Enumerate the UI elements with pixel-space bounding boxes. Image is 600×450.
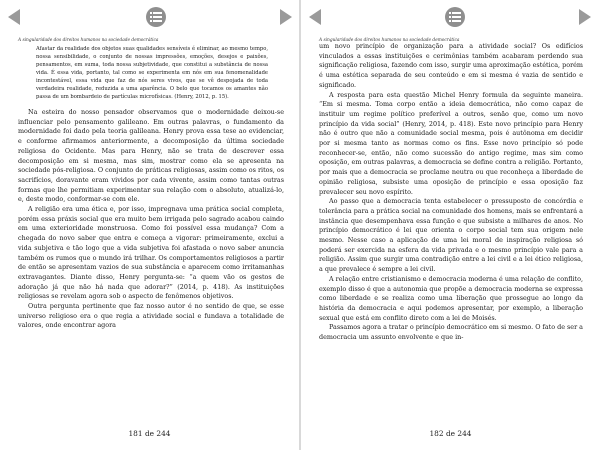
page-number: 181 de 244 [128, 429, 171, 438]
block-quote: Afastar da realidade dos objetos suas qualidades sensíveis é eliminar, ao mesmo tempo, nossa sensibilidade, o conjunto de nossas impressões, emoções, desejos e paixões, pensamentos, em suma, toda nossa subjetividade, que constitui a substância de nossa vida. É essa vida, portanto, tal como se experimenta em nós em sua fenomenalidade incontestável, essa vida que faz de nós seres vivos, que se vê despojada de toda verdadeira realidade, reduzida a uma aparência. O belo que tocamos os amantes não passa de um bombardeio de partículas microfísicas. (Henry, 2012, p. 15). [36, 46, 268, 100]
paragraph: A religião era uma ética e, por isso, impregnava uma prática social completa, porém essa práxis social que era muito bem irrigada pelo sagrado acabou caindo em uma exterioridade monstruosa. Como foi possível essa mudança? Com a chegada do novo saber que entra e começa a vigorar: primeiramente, exclui a vida subjetiva e tão logo que a vida subjetiva foi afastada o novo saber anuncia também os rumos que o mundo irá trilhar. Os comportamentos religiosos a partir de então se apresentam vazios de sua substância e aparecem como irritamanhas extravagantes. Diante disso, Henry pergunta-se: “a quem vão os gestos de adoração já que não há nada que adorar?” (2014, p. 418). As instituições religiosas se revelam agora sob o aspecto de fenômenos objetivos. [18, 205, 284, 301]
paragraph: um novo princípio de organização para a atividade social? Os edifícios vinculados a essas instituições e cerimônias também acabaram perdendo sua significação religiosa, fazendo com isso, surgir uma aproximação estética, porém é uma estética separada de seu conteúdo e em si mesma é vazia de sentido e significado. [319, 42, 583, 89]
paragraph: A relação entre cristianismo e democracia moderna é uma relação de conflito, exemplo disso é que a autonomia que propõe a democracia moderna se expressa como liberdade e se realiza como uma liberação que prossegue ao longo da história da democracia e aqui podemos apresentar, por exemplo, a liberação sexual que está em conflito direto com a lei de Moisés. [319, 274, 583, 322]
next-page-icon[interactable] [280, 9, 292, 25]
previous-page-icon[interactable] [309, 9, 321, 25]
right-page-toolbar [301, 0, 600, 34]
paragraph: Passamos agora a tratar o princípio democrático em si mesmo. O fato de ser a democracia um assunto envolvente e que in- [319, 323, 583, 342]
next-page-icon[interactable] [579, 9, 591, 25]
paragraph: A resposta para esta questão Michel Henry formula da seguinte maneira. “Em si mesma. Toma corpo então a ideia democrática, não como capaz de instituir um regime político preferível a outros, senão que, como um novo princípio da vida social” (Henry, 2014, p. 418). Este novo princípio para Henry não é outro que não a comunidade social mesma, pois é autônoma em decidir por si mesma tanto as normas como os fins. Esse novo princípio só pode reconhecer-se, então, não como sucessão do antigo regime, mas sim como oposição, em outras palavras, a democracia se define contra a religião. Portanto, por mais que a democracia se proclame neutra ou que reconheça a liberdade de opinião religiosa, subsiste uma oposição de princípio e essa oposição faz prevalecer seu novo espírito. [319, 90, 583, 196]
paragraph: Outra pergunta pertinente que faz nosso autor é no sentido de que, se esse universo religioso era o que regia a atividade social e fundava a totalidade de valores, onde encontrar agora [18, 302, 284, 330]
page-number: 182 de 244 [429, 429, 472, 438]
table-of-contents-icon[interactable] [445, 7, 465, 27]
left-page [0, 0, 299, 450]
table-of-contents-icon[interactable] [146, 7, 166, 27]
right-page-body [319, 42, 583, 343]
left-page-toolbar [0, 0, 299, 34]
previous-page-icon[interactable] [8, 9, 20, 25]
paragraph: Na esteira do nosso pensador observamos que o modernidade deixou-se influenciar pelo pensamento galileano. Em outras palavras, o fundamento da modernidade foi dado pela teoria galileana. Henry prova essa tese ao evidenciar, e conforme afirmamos anteriormente, a decomposição da última sociedade religiosa do Ocidente. Mas para Henry, não se trata de descrever essa decomposição em si mesma, mas sim, mostrar como ela se apresenta na sociedade pós-religiosa. O conjunto de práticas religiosas, assim como os ritos, os sacrifícios, doravante eram vividos por cada vivente, assim como tantas outras formas que lhe permitiam experimentar sua relação com o absoluto, atualizá-lo, e, deste modo, conformar-se com ele. [18, 108, 284, 204]
running-header: A singularidade dos direitos humanos na sociedade democrática [319, 38, 460, 43]
running-header: A singularidade dos direitos humanos na sociedade democrática [18, 38, 159, 43]
left-page-body [18, 45, 284, 331]
paragraph: Ao passo que a democracia tenta estabelecer o pressuposto de concórdia e tolerância para a prática social na comunidade dos homens, mais se enfrentará a instância que desempenhava essa função e que subsiste a milhares de anos. No princípio democrático é lei que orienta o corpo social tem sua origem nele mesmo. Nesse caso a aplicação de uma lei moral de inspiração religiosa só poderá ser exercida na esfera da vida privada e o mesmo princípio vale para a religião. Assim que surgir uma contradição entre a lei civil e a lei ético religiosa, a que prevalece é sempre a lei civil. [319, 197, 583, 274]
right-page [301, 0, 600, 450]
